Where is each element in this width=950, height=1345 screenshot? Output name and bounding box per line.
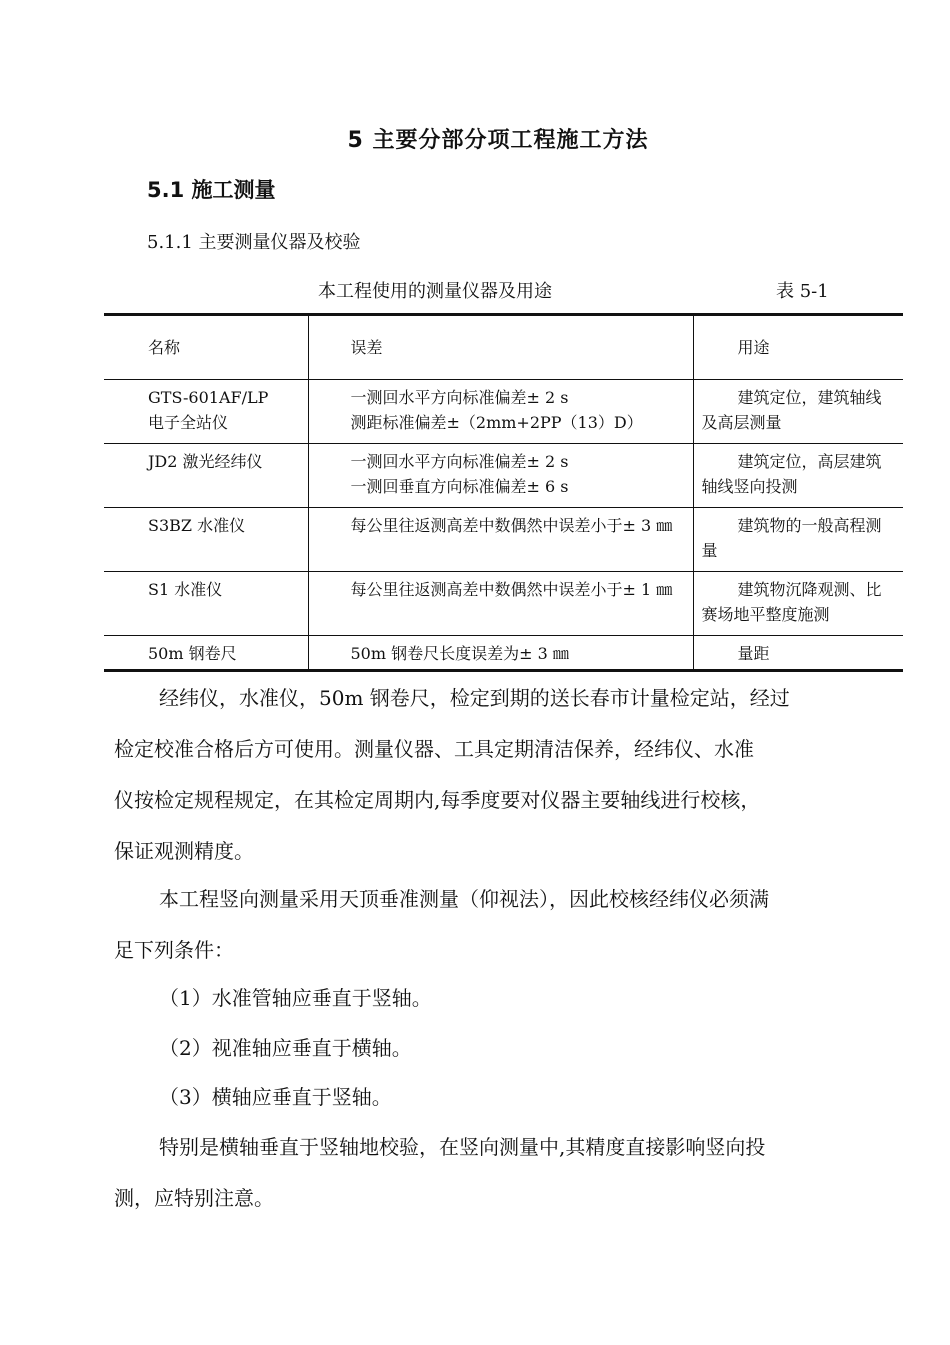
paragraph-line: 特别是横轴垂直于竖轴地校验，在竖向测量中,其精度直接影响竖向投 [159,1135,766,1159]
error-line: 一测回垂直方向标准偏差± 6 s [350,477,569,496]
usage-text: 建筑物的一般高程测量 [701,516,882,560]
chapter-heading: 5 主要分部分项工程施工方法 [347,128,649,153]
paragraph-line: （2）视准轴应垂直于横轴。 [159,1036,412,1060]
condition-3 [114,1072,844,1123]
table-row [104,572,903,636]
table-row [104,444,903,508]
usage-text: 量距 [737,644,770,663]
error-line: 一测回水平方向标准偏差± 2 s [350,452,569,471]
table-row [104,380,903,444]
error-line: 每公里往返测高差中数偶然中误差小于± 3 ㎜ [350,516,673,535]
paragraph-line: 检定校准合格后方可使用。测量仪器、工具定期清洁保养，经纬仪、水准 [114,737,754,761]
paragraph-line: 仪按检定规程规定，在其检定周期内,每季度要对仪器主要轴线进行校核， [114,788,761,812]
table-row [104,636,903,671]
instrument-name: S3BZ 水准仪 [148,516,246,535]
paragraph-line: 经纬仪，水准仪，50m 钢卷尺，检定到期的送长春市计量检定站，经过 [159,686,790,710]
paragraph-line: （3）横轴应垂直于竖轴。 [159,1085,392,1109]
table-caption: 本工程使用的测量仪器及用途 [318,281,552,302]
paragraph-line: （1）水准管轴应垂直于竖轴。 [159,986,432,1010]
paragraph-vertical-survey [114,874,844,976]
paragraph-line: 足下列条件： [114,938,234,962]
error-line: 测距标准偏差±（2mm+2PP（13）D） [350,413,643,432]
condition-2 [114,1023,844,1074]
paragraph-line: 测，应特别注意。 [114,1186,274,1210]
instrument-name: GTS-601AF/LP [148,388,269,407]
subsection-heading: 5.1.1 主要测量仪器及校验 [147,232,361,253]
usage-text: 建筑定位，建筑轴线及高层测量 [701,388,882,432]
header-use: 用途 [737,338,770,357]
instrument-name: 50m 钢卷尺 [148,644,237,663]
error-line: 一测回水平方向标准偏差± 2 s [350,388,569,407]
table-header-row [104,315,903,380]
header-error: 误差 [350,338,383,357]
paragraph-calibration [114,673,844,877]
instrument-name: JD2 激光经纬仪 [148,452,263,471]
paragraph-line: 保证观测精度。 [114,839,254,863]
section-heading: 5.1 施工测量 [147,178,276,202]
usage-text: 建筑定位，高层建筑轴线竖向投测 [701,452,882,496]
table-row [104,508,903,572]
instrument-table [104,313,903,672]
error-line: 50m 钢卷尺长度误差为± 3 ㎜ [350,644,569,663]
header-name: 名称 [148,338,181,357]
usage-text: 建筑物沉降观测、比赛场地平整度施测 [701,580,882,624]
table-number: 表 5-1 [776,281,829,302]
paragraph-line: 本工程竖向测量采用天顶垂准测量（仰视法），因此校核经纬仪必须满 [159,887,769,911]
instrument-name: S1 水准仪 [148,580,223,599]
paragraph-note [114,1122,844,1224]
error-line: 每公里往返测高差中数偶然中误差小于± 1 ㎜ [350,580,673,599]
instrument-name: 电子全站仪 [148,413,229,432]
condition-1 [114,973,844,1024]
